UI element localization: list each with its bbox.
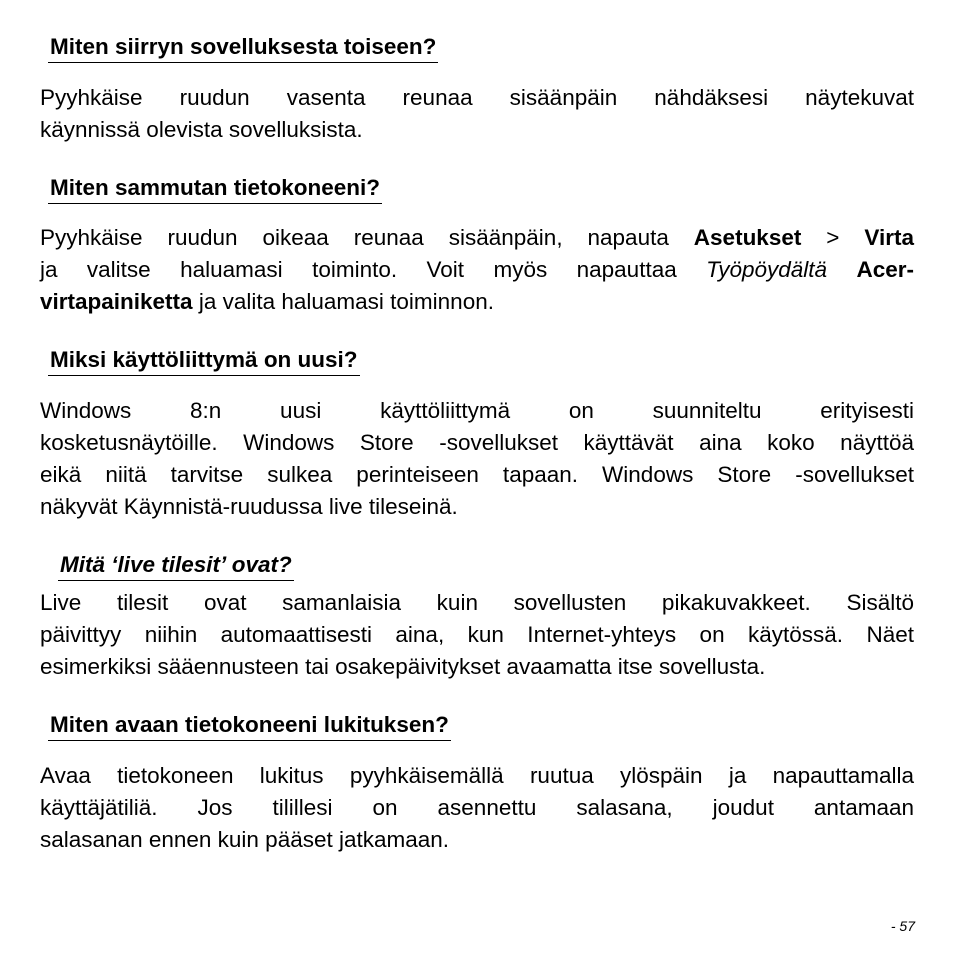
text-run: > xyxy=(801,225,865,250)
paragraph-line: Live tilesit ovat samanlaisia kuin sovellusten pikakuvakkeet. Sisältö xyxy=(40,590,914,615)
paragraph-line: Avaa tietokoneen lukitus pyyhkäisemällä ruutua ylöspäin ja napauttamalla xyxy=(40,763,914,788)
text-run: ja valitse haluamasi toiminto. Voit myös napauttaa xyxy=(40,257,707,282)
paragraph-live-tiles xyxy=(40,587,914,683)
paragraph-unlock xyxy=(40,760,914,856)
paragraph-line: eikä niitä tarvitse sulkea perinteiseen tapaan. Windows Store -sovellukset xyxy=(40,462,914,487)
section-heading-unlock: Miten avaan tietokoneeni lukituksen? xyxy=(48,711,451,741)
paragraph-line: käyttäjätiliä. Jos tilillesi on asennettu salasana, joudut antamaan xyxy=(40,795,914,820)
acer-power-button-term-cont: virtapainiketta xyxy=(40,289,193,314)
section-heading-new-ui: Miksi käyttöliittymä on uusi? xyxy=(48,346,360,376)
text-run: ja valita haluamasi toiminnon. xyxy=(192,289,494,314)
paragraph-line: näkyvät Käynnistä-ruudussa live tileseinä. xyxy=(40,494,458,519)
paragraph-line: kosketusnäytöille. Windows Store -sovellukset käyttävät aina koko näyttöä xyxy=(40,430,914,455)
power-term: Virta xyxy=(864,225,914,250)
section-heading-shutdown: Miten sammutan tietokoneeni? xyxy=(48,174,382,204)
page-number: - 57 xyxy=(890,918,915,934)
paragraph-line xyxy=(40,286,914,318)
paragraph-line: esimerkiksi sääennusteen tai osakepäivitykset avaamatta itse sovellusta. xyxy=(40,654,766,679)
paragraph-new-ui xyxy=(40,395,914,523)
settings-term: Asetukset xyxy=(693,225,802,250)
acer-power-button-term: Acer- xyxy=(856,257,914,282)
text-run xyxy=(827,257,856,282)
paragraph-line: käynnissä olevista sovelluksista. xyxy=(40,117,363,142)
paragraph-line: salasanan ennen kuin pääset jatkamaan. xyxy=(40,827,450,852)
paragraph-shutdown xyxy=(40,222,914,318)
paragraph-line: Pyyhkäise ruudun vasenta reunaa sisäänpäin nähdäksesi näytekuvat xyxy=(40,85,914,110)
paragraph-line: Windows 8:n uusi käyttöliittymä on suunniteltu erityisesti xyxy=(40,398,914,423)
paragraph-line: päivittyy niihin automaattisesti aina, kun Internet-yhteys on käytössä. Näet xyxy=(40,622,914,647)
paragraph-line xyxy=(40,222,914,254)
paragraph-switch-apps xyxy=(40,82,914,146)
desktop-term: Työpöydältä xyxy=(706,257,828,282)
subheading-live-tiles: Mitä ‘live tilesit’ ovat? xyxy=(58,551,294,581)
section-heading-switch-apps: Miten siirryn sovelluksesta toiseen? xyxy=(48,33,438,63)
text-run: Pyyhkäise ruudun oikeaa reunaa sisäänpäin, napauta xyxy=(40,225,694,250)
paragraph-line xyxy=(40,254,914,286)
